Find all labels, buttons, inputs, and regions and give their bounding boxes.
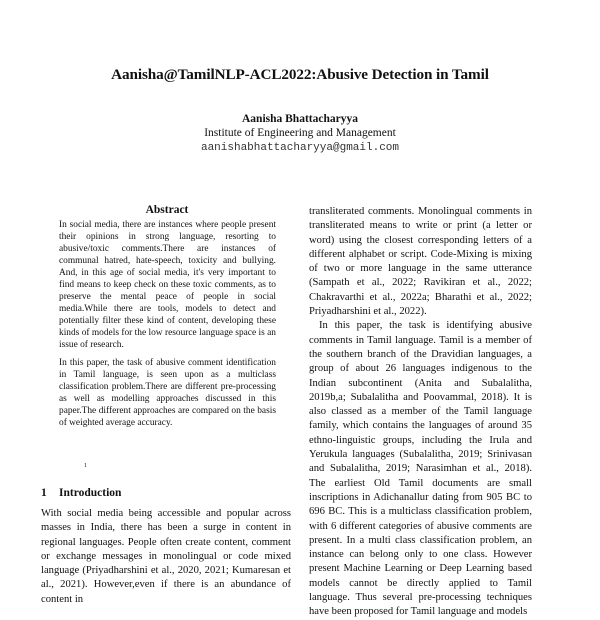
section-heading-introduction [41,486,121,500]
section-number: 1 [41,487,47,499]
body-paragraph: With social media being accessible and popular across masses in India, there has been a surge in content in regional languages. People often create content, comment or exchange messages in monolingual or code mixed language (Priyadharshini et al., 2020, 2021; Kumaresan et al., 2021). However,even if there is an abundance of content in [41,508,291,605]
author-name: Aanisha Bhattacharyya [242,113,358,125]
author-affiliation: Institute of Engineering and Management [204,127,396,139]
introduction-right-column [309,205,532,620]
abstract-heading: Abstract [145,204,189,216]
abstract-paragraph: In this paper, the task of abusive comment identification in Tamil language, is seen upon as a multiclass classification problem.There are different pre-processing as well as modelling approaches discussed in this paper.The different approaches are compared on the basis of weighted average accuracy. [59,357,276,428]
abstract-paragraph: In social media, there are instances where people present their opinions in strong language, resorting to abusive/toxic comments.There are instances of communal hatred, hate-speech, toxicity and bullying. And, in this age of social media, it's very important to find means to keep check on these toxic comments, as to preserve the mental peace of people in social media.While there are tools, models to detect and potentially filter these kind of content, developing these kinds of models for the low resource language space is an issue of research. [59,220,276,351]
footnote-mark: 1 [84,463,87,469]
body-paragraph: In this paper, the task is identifying abusive comments in Tamil language. Tamil is a member of the southern branch of the Dravidian languages, a group of about 26 languages indigenous to the Indian subcontinent (Anita and Subalalitha, 2019b,a; Subalalitha and Poovammal, 2018). It is also classed as a member of the Tamil language family, which contains the languages of around 35 ethno-linguistic groups, including the Irula and Yerukula languages (Subalalitha, 2019; Srinivasan and Subalalitha, 2019; Narasimhan et al., 2018). The earliest Old Tamil documents are small inscriptions in Adichanallur dating from 905 BC to 696 BC. This is a multiclass classification problem, with 6 different categories of abusive comments are present. In a multi class classification problem, an instance can belong only to one class. However present Machine Learning or Deep Learning based models cannot be directly applied to Tamil language. Thus several pre-processing techniques have been proposed for Tamil language and models [309,320,532,618]
author-email[interactable]: aanishabhattacharyya@gmail.com [200,142,400,154]
section-title: Introduction [59,487,122,499]
author-block [0,112,600,156]
introduction-left-column [41,507,291,607]
paper-title: Aanisha@TamilNLP-ACL2022:Abusive Detection in Tamil [111,66,489,83]
body-paragraph: transliterated comments. Monolingual comments in transliterated means to write or print (a letter or word) using the closest corresponding letters of a different alphabet or script. Code-Mixing is mixing of two or more language in the same utterance (Sampath et al., 2022; Ravikiran et al., 2022; Chakravarthi et al., 2022a; Bharathi et al., 2022; Priyadharshini et al., 2022). [309,206,532,318]
abstract-body [59,219,276,434]
